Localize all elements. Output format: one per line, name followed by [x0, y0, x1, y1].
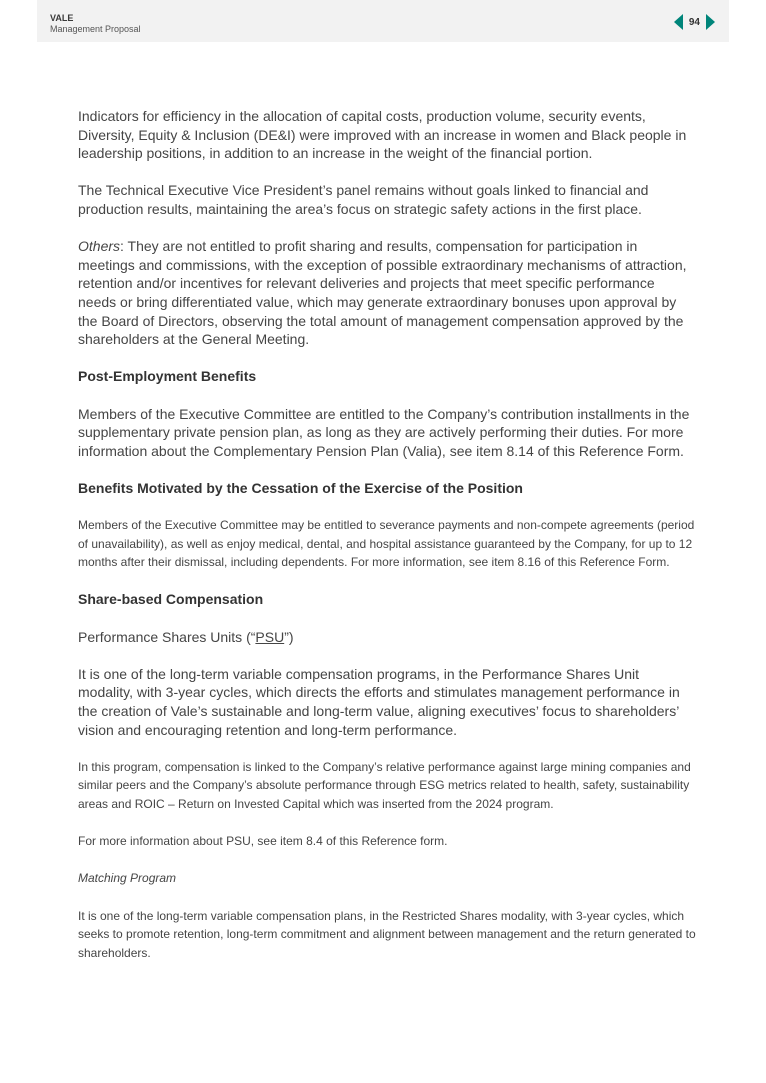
paragraph-psu-metrics: In this program, compensation is linked to the Company’s relative performance against large mining companies and similar peers and the Company’s absolute performance through ESG metrics related to health, safety, sustainability areas and ROIC – Return on Invested Capital which was inserted from the 2024 program.: [78, 759, 691, 811]
psu-prefix: Performance Shares Units (“: [78, 628, 256, 645]
document-subtitle: Management Proposal: [50, 24, 141, 34]
heading-post-employment: Post-Employment Benefits: [78, 368, 257, 385]
brand-name: VALE: [50, 13, 74, 23]
paragraph-psu-reference: For more information about PSU, see item 8.4 of this Reference form.: [78, 834, 448, 849]
paragraph-others: [78, 237, 696, 349]
psu-abbr: PSU: [255, 628, 285, 645]
heading-share-based: Share-based Compensation: [78, 591, 264, 608]
psu-title: [78, 628, 696, 647]
others-text: : They are not entitled to profit sharing and results, compensation for participation in meetings and commissions, with the exception of possible extraordinary mechanisms of attraction, retention and/or incentives for relevant deliveries and projects that meet specific performance needs or bring differentiated value, which may generate extraordinary bonuses upon approval by the Board of Directors, observing the total amount of management compensation approved by the shareholders at the General Meeting.: [78, 238, 687, 348]
next-page-icon[interactable]: [706, 14, 715, 30]
page-navigator: [674, 14, 715, 30]
paragraph-indicators: Indicators for efficiency in the allocation of capital costs, production volume, security events, Diversity, Equity & Inclusion (DE&I) were improved with an increase in women and Black people in leadership positions, in addition to an increase in the weight of the financial portion.: [78, 108, 687, 162]
paragraph-psu-description: It is one of the long-term variable compensation programs, in the Performance Shares Unit modality, with 3-year cycles, which directs the efforts and stimulates management performance in the creation of Vale’s sustainable and long-term value, aligning executives’ focus to shareholders’ vision and encouraging retention and long-term performance.: [78, 665, 680, 738]
paragraph-technical-vp: The Technical Executive Vice President’s panel remains without goals linked to financial and production results, maintaining the area’s focus on strategic safety actions in the first place.: [78, 182, 649, 217]
prev-page-icon[interactable]: [674, 14, 683, 30]
paragraph-matching: It is one of the long-term variable compensation plans, in the Restricted Shares modality, with 3-year cycles, which seeks to promote retention, long-term commitment and alignment between management and the return generated to shareholders.: [78, 908, 696, 960]
heading-cessation-benefits: Benefits Motivated by the Cessation of the Exercise of the Position: [78, 479, 523, 496]
page-header: [37, 0, 729, 42]
paragraph-severance: Members of the Executive Committee may be entitled to severance payments and non-compete agreements (period of unavailability), as well as enjoy medical, dental, and hospital assistance guaranteed by the Company, for up to 12 months after their dismissal, including dependents. For more information, see item 8.16 of this Reference Form.: [78, 518, 695, 570]
psu-suffix: ”): [284, 628, 294, 645]
others-label: Others: [78, 238, 121, 255]
document-body: [78, 107, 696, 962]
paragraph-pension: Members of the Executive Committee are entitled to the Company’s contribution installments in the supplementary private pension plan, as long as they are actively performing their duties. For more information about the Complementary Pension Plan (Valia), see item 8.14 of this Reference Form.: [78, 405, 690, 459]
page-number: 94: [688, 16, 700, 28]
heading-matching-program: Matching Program: [78, 871, 177, 886]
